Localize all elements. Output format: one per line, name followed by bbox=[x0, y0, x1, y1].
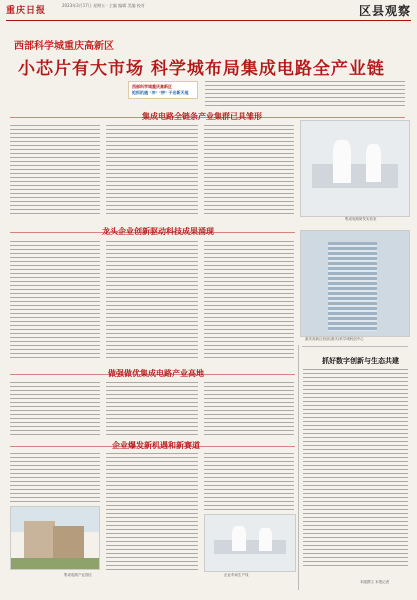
subhead-3: 做强做优集成电路产业高地 bbox=[108, 368, 204, 378]
factory-photo bbox=[204, 514, 296, 572]
text-column bbox=[10, 452, 100, 502]
text-column bbox=[106, 381, 198, 436]
article-kicker: 西部科学城重庆高新区 bbox=[14, 41, 114, 52]
article-headline: 小芯片有大市场 科学城布局集成电路全产业链 bbox=[18, 59, 385, 79]
sidebar-heading: 抓好数字创新与生态共建 bbox=[322, 356, 399, 365]
lab-photo bbox=[300, 120, 410, 217]
text-column bbox=[204, 124, 294, 216]
text-column bbox=[106, 452, 198, 570]
footer-credit: 本版撰文 本报记者 bbox=[360, 580, 390, 584]
sidebar-text bbox=[303, 368, 408, 568]
campus-photo bbox=[10, 506, 100, 570]
text-column bbox=[204, 381, 294, 436]
masthead bbox=[6, 2, 411, 21]
photo-caption: 重庆高新区西部(重庆)科学城科创中心 bbox=[305, 337, 364, 341]
subhead-2: 龙头企业创新驱动科技成果涌现 bbox=[102, 226, 214, 236]
photo-caption: 集成电路产业园区 bbox=[64, 573, 92, 577]
sidebar-rule bbox=[298, 345, 299, 590]
photo-caption: 集成电路研发实验室 bbox=[345, 217, 377, 221]
intro-text-block bbox=[205, 80, 405, 106]
sidebar-top-rule bbox=[302, 346, 408, 347]
tower-photo bbox=[300, 230, 410, 337]
text-column bbox=[10, 381, 100, 436]
text-column bbox=[204, 240, 294, 360]
banner-graphic bbox=[128, 81, 198, 99]
subhead-1: 集成电路全链条产业集群已具雏形 bbox=[142, 111, 262, 121]
text-column bbox=[10, 240, 100, 360]
text-column bbox=[106, 240, 198, 360]
section-tag: 区县观察 bbox=[358, 4, 411, 18]
text-column bbox=[106, 124, 198, 216]
text-column bbox=[204, 452, 294, 510]
text-column bbox=[10, 124, 100, 216]
banner-line-1: 西部科学城重庆高新区 bbox=[132, 84, 172, 89]
banner-line-2: 抢抓机遇 "冲" "拼" 干出新天地 bbox=[132, 90, 189, 95]
masthead-meta: 2023年3月17日 星期五 · 主编 编辑 美编 校对 bbox=[62, 3, 145, 8]
subhead-4: 企业爆发新机遇和新赛道 bbox=[112, 440, 200, 450]
photo-caption: 企业车间生产线 bbox=[224, 573, 249, 577]
newspaper-logo: 重庆日报 bbox=[6, 6, 47, 16]
